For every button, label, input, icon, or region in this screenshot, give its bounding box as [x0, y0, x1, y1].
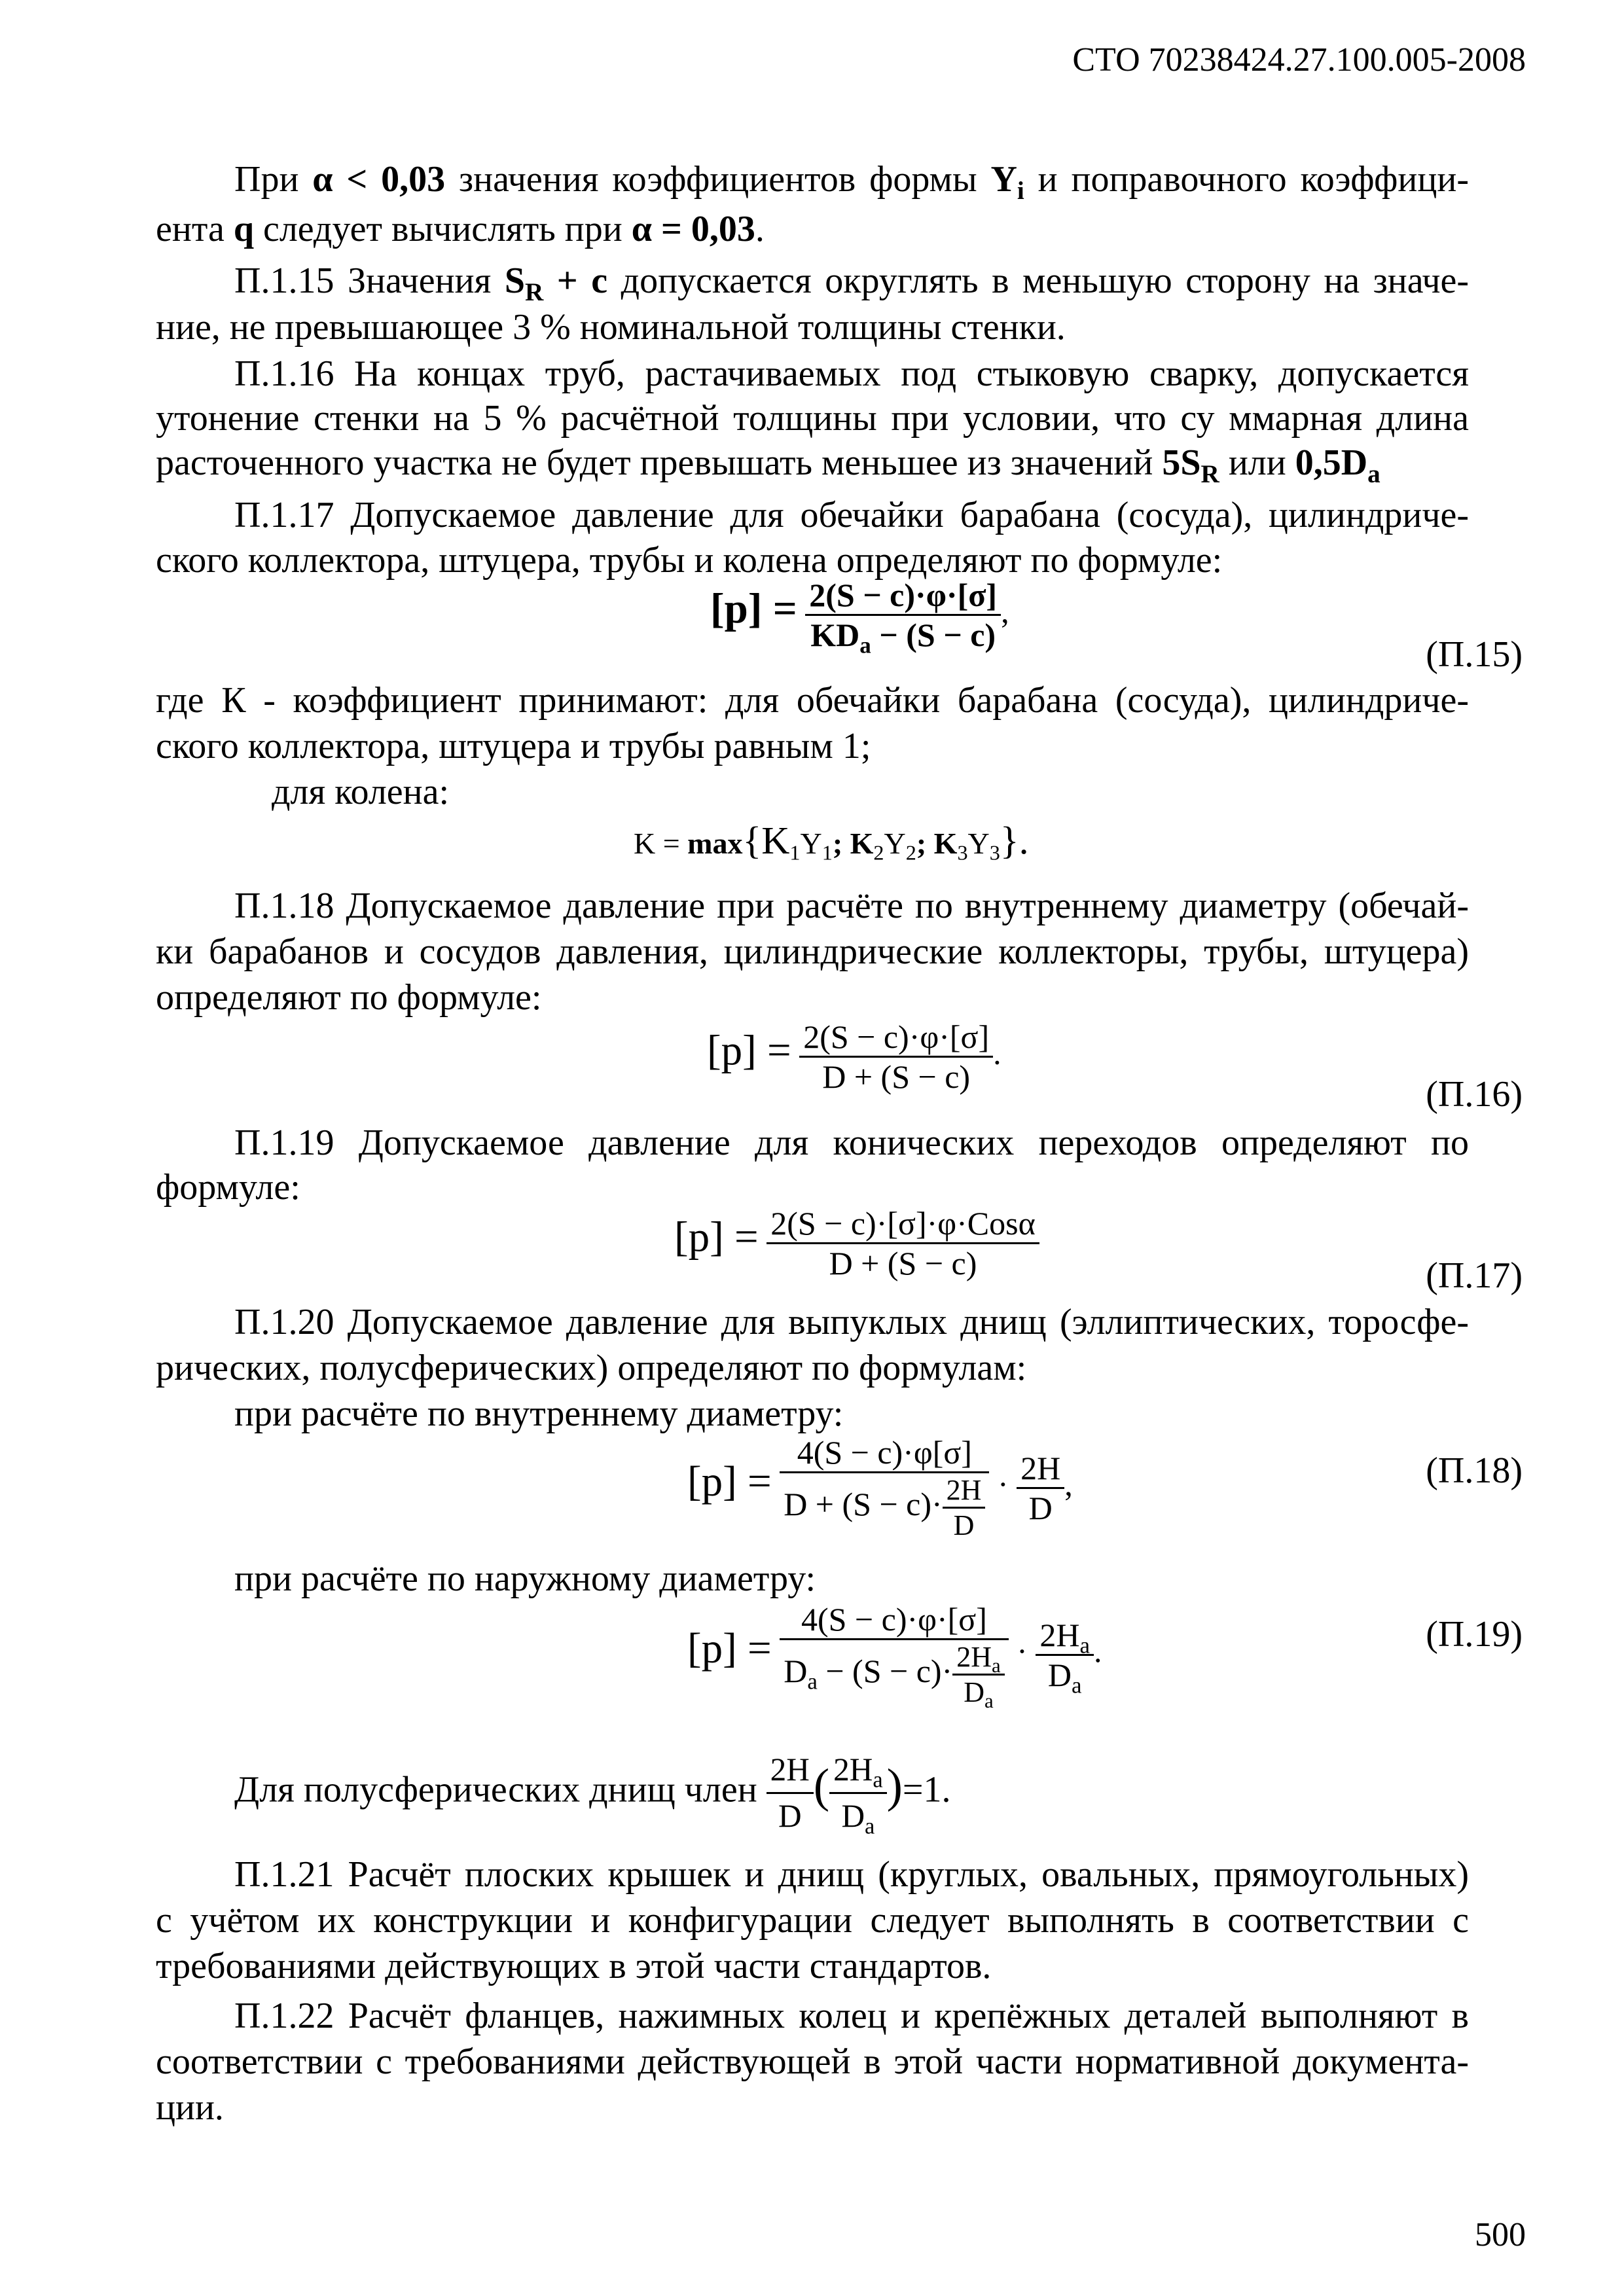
paragraph-p118-line-3: определяют по формуле:: [156, 977, 542, 1018]
text-run: или: [1228, 442, 1286, 483]
text-run: и поправочного коэффици-: [1038, 159, 1469, 200]
text-run: ента: [156, 209, 225, 249]
paragraph-p115-line-1: [234, 259, 1470, 306]
paragraph-p120-line-2: рических, полусферических) определяют по формулам:: [156, 1348, 1027, 1388]
label-inner-diameter: при расчёте по внутреннему диаметру:: [234, 1393, 844, 1434]
fraction-numerator: 2(S − c)·[σ]·φ·Cosα: [767, 1204, 1039, 1244]
paragraph-alpha-line-1: [234, 157, 1469, 205]
fraction-denominator: $KD_a - (S - c)$: [810, 617, 996, 658]
formula-lhs: [p] =: [687, 1458, 772, 1505]
paragraph-p121-line-1: П.1.21 Расчёт плоских крышек и днищ (круглых, овальных, прямоугольных): [234, 1854, 1469, 1895]
paragraph-where-line-1: где К - коэффициент принимают: для обечайки барабана (сосуда), цилиндриче-: [156, 680, 1469, 721]
formula-lhs: [p] =: [674, 1213, 759, 1261]
paragraph-p121-line-2: с учётом их конструкции и конфигурации следует выполнять в соответствии с: [156, 1900, 1469, 1941]
formula-ratio: $\frac{2H}{D}$: [1017, 1449, 1064, 1527]
formula-fraction: [780, 1433, 989, 1542]
math-05Da: $0,5D_a$: [1295, 442, 1380, 488]
paragraph-p122-line-1: П.1.22 Расчёт фланцев, нажимных колец и крепёжных деталей выполняют в: [234, 1996, 1469, 2036]
formula-lhs: [p] =: [687, 1624, 772, 1672]
text-run: Для полусферических днищ член: [234, 1769, 757, 1810]
paragraph-p122-line-3: ции.: [156, 2087, 224, 2128]
page-number: 500: [1475, 2216, 1526, 2253]
paragraph-p119-line-2: формуле:: [156, 1167, 300, 1208]
formula-p17: [674, 1204, 1039, 1282]
text-run: следует вычислять при: [263, 209, 623, 249]
fraction-denominator: D + (S − c): [822, 1058, 971, 1095]
fraction-numerator: 2(S − c)·φ·[σ]: [799, 1018, 993, 1058]
fraction-denominator: $D_a - (S - c)\cdot$ $\frac{2H_a}{D_a}$: [780, 1640, 1008, 1709]
text-run: значения коэффициентов формы: [459, 159, 977, 200]
paragraph-p116-line-3: [156, 440, 1469, 488]
formula-2h-over-d: $\frac{2H}{D}$: [767, 1748, 814, 1839]
equation-number-p18: (П.18): [1426, 1450, 1523, 1491]
paragraph-p117-line-2: ского коллектора, штуцера, трубы и колена определяют по формуле:: [156, 540, 1223, 581]
formula-fraction: [805, 576, 1001, 658]
paragraph-p119-line-1: П.1.19 Допускаемое давление для конических переходов определяют по: [234, 1122, 1469, 1163]
formula-2ha-over-da: $\frac{2H_a}{D_a}$: [829, 1748, 887, 1839]
paragraph-hemispherical: Для полусферических днищ член $\frac{2H}{D}$ ( $\frac{2H_a}{D_a}$ )=1.: [234, 1748, 1469, 1826]
equation-number-p17: (П.17): [1426, 1255, 1523, 1296]
paragraph-alpha-line-2: ента q следует вычислять при α = 0,03.: [156, 209, 765, 249]
formula-p18: [p] = 4(S − c)·φ[σ] D + (S − c)· $\frac{2H}{D}$ · $\frac{2H}{D}$ ,: [687, 1434, 1073, 1541]
equation-number-p19: (П.19): [1426, 1614, 1523, 1655]
paragraph-p118-line-2: ки барабанов и сосудов давления, цилиндрические коллекторы, трубы, штуцера): [156, 931, 1469, 972]
math-Yi: $Y_i$: [990, 159, 1024, 205]
math-q: q: [233, 209, 254, 249]
formula-lhs: [p] =: [710, 584, 797, 632]
text-run: допускается округлять в меньшую сторону на значе-: [621, 260, 1470, 301]
formula-fraction: [767, 1204, 1039, 1282]
math-alpha-lt: α < 0,03: [312, 159, 446, 200]
text-run: расточенного участка не будет превышать меньшее из значений: [156, 442, 1153, 483]
formula-p16: [p] = $\frac{2(S - c)\cdot\varphi\cdot[\sigma]}{D + (S - c)}$ .: [707, 1018, 1001, 1095]
paragraph-where-line-2: ского коллектора, штуцера и трубы равным 1;: [156, 726, 871, 766]
paragraph-p115-line-2: ние, не превышающее 3 % номинальной толщины стенки.: [156, 307, 1066, 348]
paragraph-p122-line-2: соответствии с требованиями действующей в этой части нормативной документа-: [156, 2041, 1469, 2082]
label-for-elbow: для колена:: [272, 772, 450, 812]
text-run: П.1.15 Значения: [234, 260, 492, 301]
formula-fraction: [780, 1600, 1008, 1713]
text-run: При: [234, 159, 299, 200]
paragraph-p118-line-1: П.1.18 Допускаемое давление при расчёте по внутреннему диаметру (обечай-: [234, 886, 1469, 926]
formula-fraction: [799, 1018, 993, 1096]
document-code: СТО 70238424.27.100.005-2008: [1072, 41, 1526, 79]
paragraph-p121-line-3: требованиями действующих в этой части стандартов.: [156, 1946, 992, 1986]
fraction-numerator: 4(S − c)·φ[σ]: [780, 1433, 989, 1473]
equation-number-p15: (П.15): [1426, 634, 1523, 675]
formula-ratio: $\frac{2H_a}{D_a}$: [1036, 1616, 1094, 1694]
formula-p19: [p] = 4(S − c)·φ·[σ] $D_a - (S - c)\cdot$ $\frac{2H_a}{D_a}$ · $\frac{2H_a}{D_a}$ .: [687, 1601, 1102, 1713]
fraction-numerator: 4(S − c)·φ·[σ]: [780, 1600, 1008, 1640]
label-outer-diameter: при расчёте по наружному диаметру:: [234, 1558, 816, 1599]
paragraph-p120-line-1: П.1.20 Допускаемое давление для выпуклых днищ (эллиптических, торосфе-: [234, 1302, 1469, 1342]
math-alpha-eq: α = 0,03: [631, 209, 755, 249]
paragraph-p116-line-2: утонение стенки на 5 % расчётной толщины при условии, что су ммарная длина: [156, 398, 1469, 439]
fraction-numerator: 2(S − c)·φ·[σ]: [805, 576, 1001, 616]
equation-number-p16: (П.16): [1426, 1074, 1523, 1115]
math-SR-plus-c: $S_R + c$: [504, 260, 608, 306]
formula-k-max: $K = \max\{K_1Y_1$; $K_2Y_2$; $K_3Y_3$}.: [634, 819, 1029, 865]
formula-p15: [p] = $\frac{2(S - c)\cdot\varphi\cdot[\sigma]}{KD_a - (S - c)}$ ,: [710, 577, 1009, 658]
fraction-denominator: D + (S − c): [829, 1245, 977, 1282]
paragraph-p116-line-1: П.1.16 На концах труб, растачиваемых под стыковую сварку, допускается: [234, 353, 1469, 394]
math-5SR: $5S_R$: [1162, 442, 1219, 488]
formula-lhs: [p] =: [707, 1026, 791, 1074]
fraction-denominator: D + (S − c)· $\frac{2H}{D}$: [780, 1473, 989, 1542]
paragraph-p117-line-1: П.1.17 Допускаемое давление для обечайки барабана (сосуда), цилиндриче-: [234, 495, 1469, 535]
